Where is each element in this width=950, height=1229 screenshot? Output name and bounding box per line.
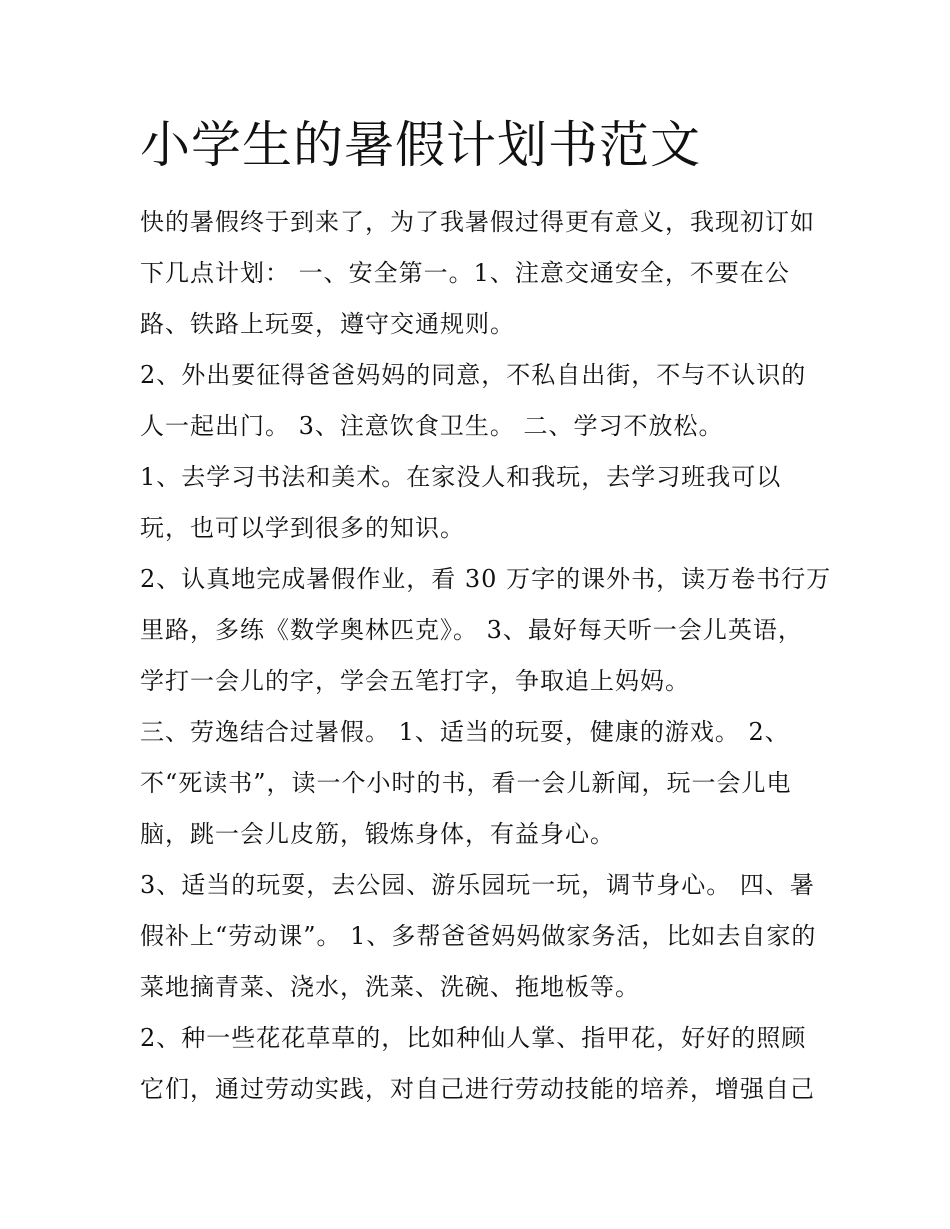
body-line-1: 快的暑假终于到来了，为了我暑假过得更有意义，我现初订如 [140,208,815,236]
body-line-15: 假补上“劳动课”。 1、多帮爸爸妈妈做家务活，比如去自家的 [140,922,817,950]
body-line-16: 菜地摘青菜、浇水，洗菜、洗碗、拖地板等。 [140,973,640,1001]
document-title: 小学生的暑假计划书范文 [140,116,701,174]
document-body [140,197,830,1115]
body-line-17: 2、种一些花花草草的，比如种仙人掌、指甲花，好好的照顾 [140,1024,807,1052]
body-line-6: 1、去学习书法和美术。在家没人和我玩，去学习班我可以 [140,463,782,491]
body-line-4: 2、外出要征得爸爸妈妈的同意，不私自出街，不与不认识的 [140,361,807,389]
body-line-8: 2、认真地完成暑假作业，看 30 万字的课外书，读万卷书行万 [140,565,832,593]
body-line-18: 它们，通过劳动实践，对自己进行劳动技能的培养，增强自己 [140,1075,815,1103]
body-line-9: 里路，多练《数学奥林匹克》。 3、最好每天听一会儿英语， [140,616,803,644]
body-line-13: 脑，跳一会儿皮筋，锻炼身体，有益身心。 [140,820,615,848]
body-line-5: 人一起出门。 3、注意饮食卫生。 二、学习不放松。 [140,412,724,440]
body-line-11: 三、劳逸结合过暑假。 1、适当的玩耍，健康的游戏。 2、 [140,718,790,746]
body-line-12: 不“死读书”，读一个小时的书，看一会儿新闻，玩一会儿电 [140,769,792,797]
body-line-7: 玩，也可以学到很多的知识。 [140,514,465,542]
body-line-10: 学打一会儿的字，学会五笔打字，争取追上妈妈。 [140,667,690,695]
body-line-3: 路、铁路上玩耍，遵守交通规则。 [140,310,515,338]
body-line-14: 3、适当的玩耍，去公园、游乐园玩一玩，调节身心。 四、暑 [140,871,815,899]
body-line-2: 下几点计划： 一、安全第一。1、注意交通安全，不要在公 [140,259,790,287]
